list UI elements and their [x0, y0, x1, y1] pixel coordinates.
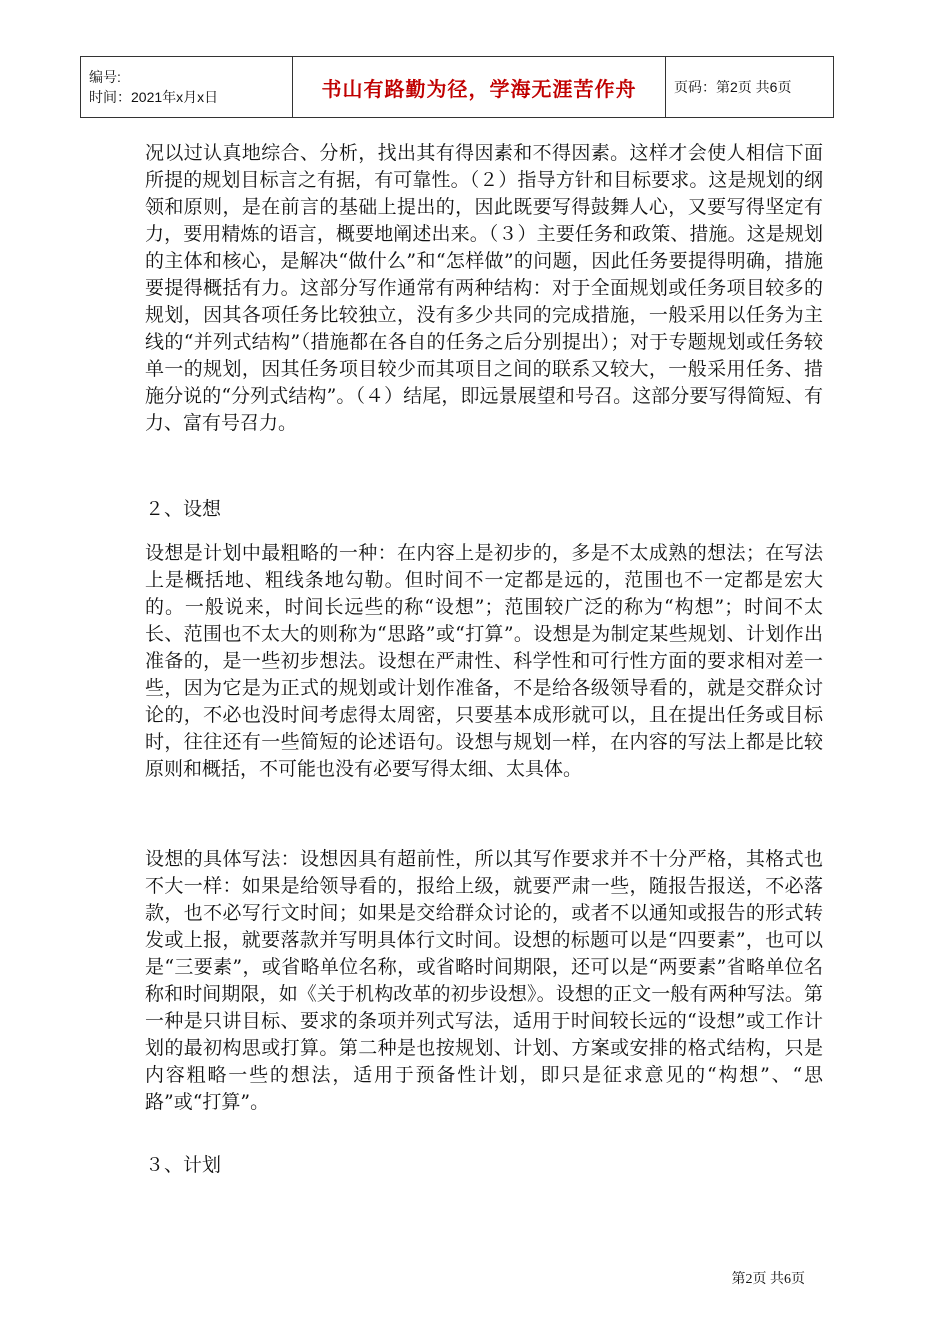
document-time-label: 时间：2021年x月x日: [89, 89, 219, 105]
section-heading-plan: ３、计划: [145, 1154, 222, 1176]
footer-page-number: 第2页 共6页: [731, 1272, 805, 1287]
section-heading-idea: ２、设想: [145, 498, 222, 520]
header-table: [80, 56, 834, 118]
header-motto: 书山有路勤为径，学海无涯苦作舟: [293, 57, 666, 118]
header-meta: [81, 57, 293, 118]
document-number-label: 编号:: [89, 69, 121, 85]
paragraph-idea-writing: 设想的具体写法：设想因具有超前性，所以其写作要求并不十分严格，其格式也不大一样：如果是给领导看的，报给上级，就要严肃一些，随报告报送，不必落款，也不必写行文时间；如果是交给群众讨论的，或者不以通知或报告的形式转发或上报，就要落款并写明具体行文时间。设想的标题可以是“四要素”，也可以是“三要素”，或省略单位名称，或省略时间期限，还可以是“两要素”省略单位名称和时间期限，如《关于机构改革的初步设想》。设想的正文一般有两种写法。第一种是只讲目标、要求的条项并列式写法，适用于时间较长远的“设想”或工作计划的最初构思或打算。第二种是也按规划、计划、方案或安排的格式结构，只是内容粗略一些的想法，适用于预备性计划，即只是征求意见的“构想”、“思路”或“打算”。: [145, 848, 823, 1113]
paragraph-idea-definition: 设想是计划中最粗略的一种：在内容上是初步的，多是不太成熟的想法；在写法上是概括地、粗线条地勾勒。但时间不一定都是远的，范围也不一定都是宏大的。一般说来，时间长远些的称“设想”；范围较广泛的称为“构想”；时间不太长、范围也不太大的则称为“思路”或“打算”。设想是为制定某些规划、计划作出准备的，是一些初步想法。设想在严肃性、科学性和可行性方面的要求相对差一些，因为它是为正式的规划或计划作准备，不是给各级领导看的，就是交群众讨论的，不必也没时间考虑得太周密，只要基本成形就可以，且在提出任务或目标时，往往还有一些简短的论述语句。设想与规划一样，在内容的写法上都是比较原则和概括，不可能也没有必要写得太细、太具体。: [145, 542, 823, 780]
header-page-number: 页码：第2页 共6页: [666, 57, 834, 118]
paragraph-planning-structure: 况以过认真地综合、分析，找出其有得因素和不得因素。这样才会使人相信下面所提的规划目标言之有据，有可靠性。（２）指导方针和目标要求。这是规划的纲领和原则，是在前言的基础上提出的，因此既要写得鼓舞人心，又要写得坚定有力，要用精炼的语言，概要地阐述出来。（３）主要任务和政策、措施。这是规划的主体和核心，是解决“做什么”和“怎样做”的问题，因此任务要提得明确，措施要提得概括有力。这部分写作通常有两种结构：对于全面规划或任务项目较多的规划，因其各项任务比较独立，没有多少共同的完成措施，一般采用以任务为主线的“并列式结构”（措施都在各自的任务之后分别提出）；对于专题规划或任务较单一的规划，因其任务项目较少而其项目之间的联系又较大，一般采用任务、措施分说的“分列式结构”。（４）结尾，即远景展望和号召。这部分要写得简短、有力、富有号召力。: [145, 142, 823, 434]
